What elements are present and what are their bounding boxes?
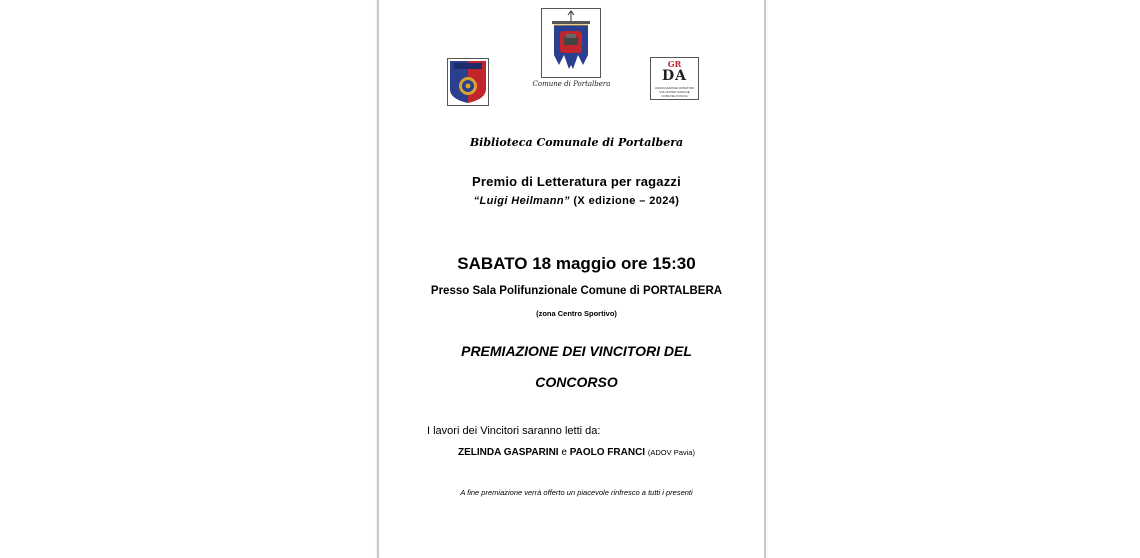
comune-logo (541, 8, 601, 78)
edition-name: “Luigi Heilmann” (473, 195, 570, 207)
award-heading-line1: PREMIAZIONE DEI VINCITORI DEL (461, 343, 692, 359)
coat-of-arms-icon (542, 9, 600, 77)
event-zone: (zona Centro Sportivo) (536, 309, 617, 318)
comune-caption: Comune di Portalbera (532, 80, 611, 88)
flyer-page (377, 0, 766, 558)
reader-affiliation: (ADOV Pavia) (647, 448, 695, 457)
event-venue: Presso Sala Polifunzionale Comune di PORTALBERA (430, 285, 723, 297)
readers-line (379, 447, 774, 458)
readers-intro: I lavori dei Vincitori saranno letti da: (427, 425, 601, 437)
reader-conj: e (561, 447, 567, 458)
adov-logo-top: GR (667, 59, 682, 69)
prize-title: Premio di Letteratura per ragazzi (472, 174, 681, 189)
footer-note: A fine premiazione verrà offerto un piacevole rinfresco a tutti i presenti (460, 488, 693, 497)
lions-club-logo (447, 58, 489, 106)
adov-logo (650, 57, 699, 100)
award-heading-line2: CONCORSO (535, 374, 618, 390)
adov-logo-subtitle: ASSOCIAZIONE DONATORI VOLONTARI SANGUE COMUNE DI PAVIA (655, 86, 694, 98)
reader-1: ZELINDA GASPARINI (458, 447, 559, 458)
library-name: Biblioteca Comunale di Portalbera (469, 136, 684, 149)
edition-line (379, 195, 774, 207)
reader-2: PAOLO FRANCI (569, 447, 646, 458)
adov-logo-mark: DA (661, 68, 687, 84)
event-date: SABATO 18 maggio ore 15:30 (457, 254, 696, 273)
edition-rest: (X edizione – 2024) (569, 195, 680, 207)
lions-club-icon (448, 59, 488, 105)
